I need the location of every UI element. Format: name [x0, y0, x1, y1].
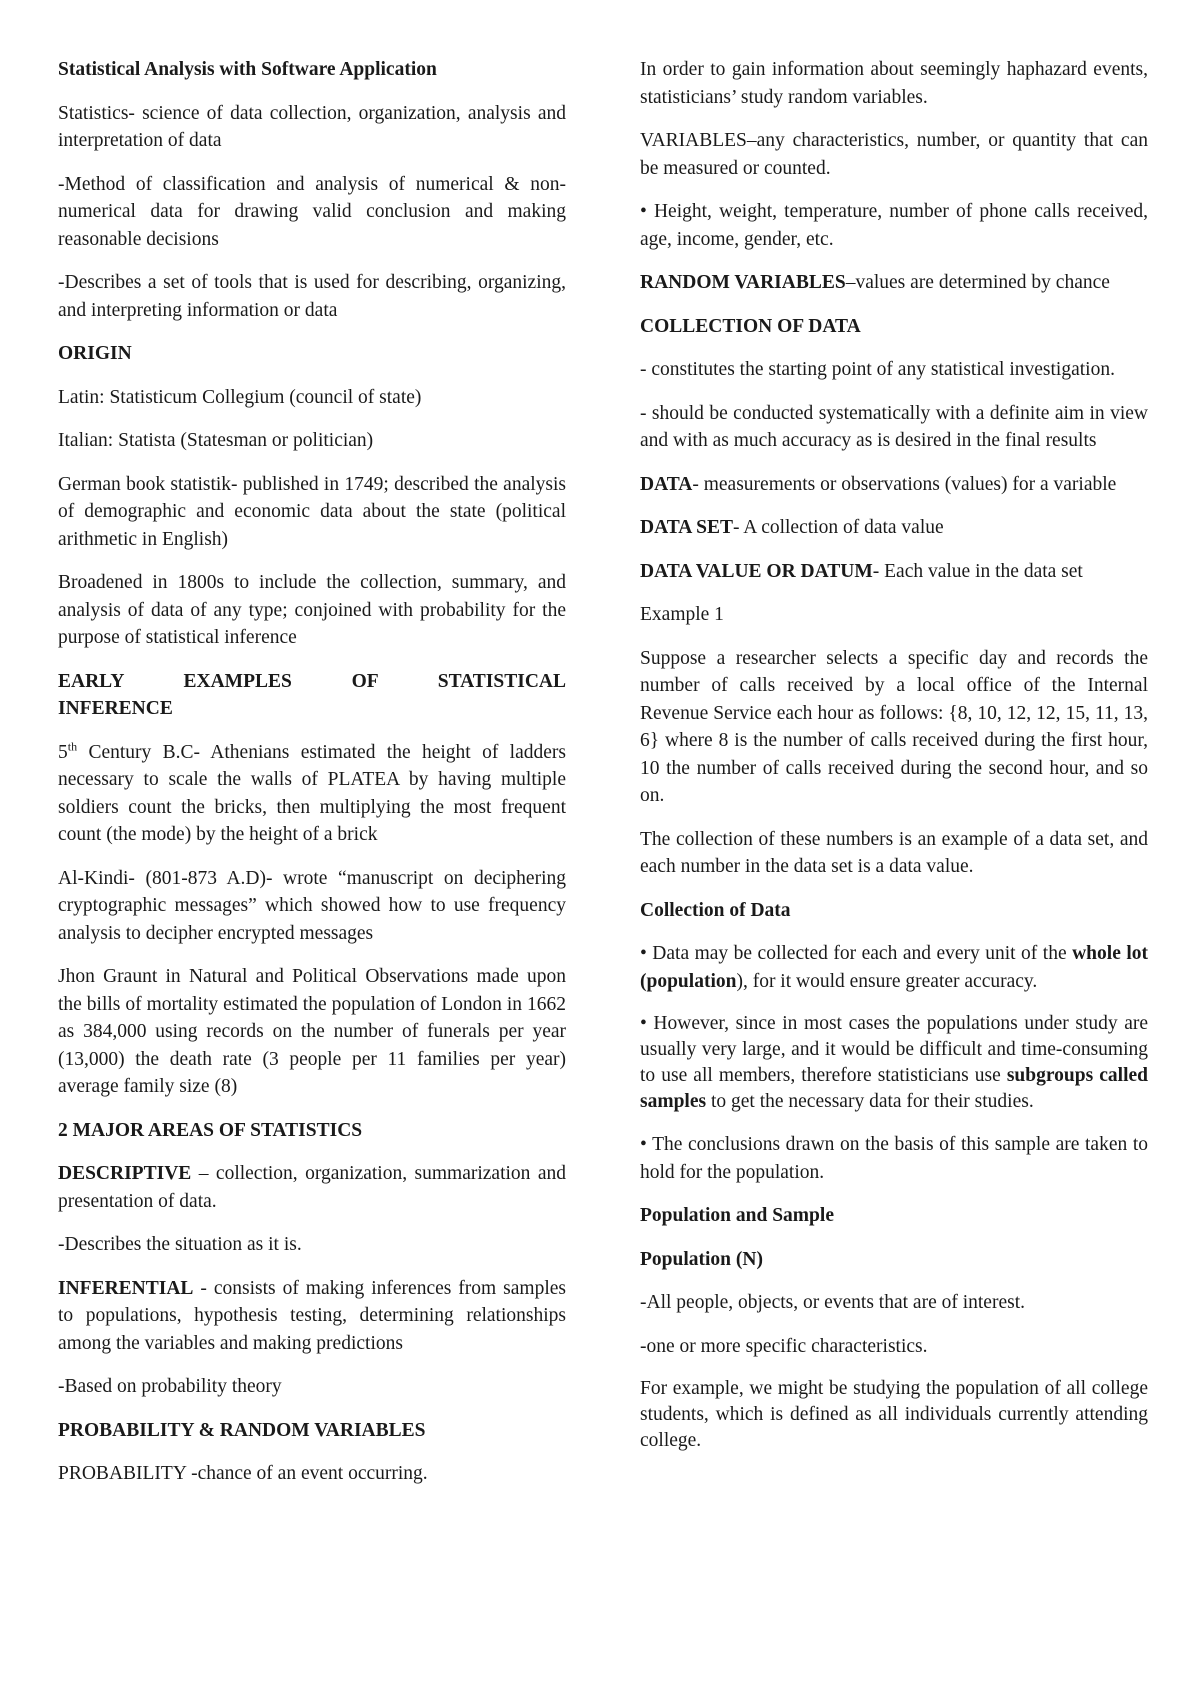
collection-heading: COLLECTION OF DATA: [640, 315, 861, 337]
datum-definition: [640, 558, 1148, 586]
inferential-term: INFERENTIAL: [58, 1277, 194, 1299]
collection-point-2: - should be conducted systematically with a definite aim in view and with as much accuracy as is desired in the final results: [640, 402, 1148, 451]
inferential-definition: [58, 1275, 566, 1358]
collection-point-1: - constitutes the starting point of any statistical investigation.: [640, 359, 1115, 380]
right-column: [640, 56, 1148, 1470]
bullet2-bold: subgroups called samples: [640, 1065, 1148, 1112]
example-conclusion: The collection of these numbers is an example of a data set, and each number in the data set is a data value.: [640, 828, 1148, 877]
early-alkindi: Al-Kindi- (801-873 A.D)- wrote “manuscript on deciphering cryptographic messages” which showed how to use frequency analysis to decipher encrypted messages: [58, 867, 566, 944]
early-athenians: [58, 739, 566, 849]
random-variables-definition: [640, 269, 1148, 297]
bullet-conclusions: • The conclusions drawn on the basis of this sample are taken to hold for the population.: [640, 1134, 1148, 1183]
population-heading: Population (N): [640, 1248, 763, 1270]
bullet1-pre: • Data may be collected for each and every unit of the: [640, 943, 1073, 964]
example-text: Suppose a researcher selects a specific day and records the number of calls received by a local office of the Internal Revenue Service each hour as follows: {8, 10, 12, 12, 15, 11, 13, 6} where 8 is the number of calls received during the first hour, 10 the number of calls received during the second hour, and so on.: [640, 647, 1148, 806]
descriptive-term: DESCRIPTIVE: [58, 1163, 192, 1184]
athenians-century-number: 5: [58, 741, 68, 763]
early-examples-heading: [58, 668, 566, 723]
data-text: - measurements or observations (values) for a variable: [692, 473, 1117, 495]
random-variables-text: –values are determined by chance: [845, 272, 1110, 293]
origin-heading: ORIGIN: [58, 343, 132, 364]
datum-term: DATA VALUE OR DATUM: [640, 560, 873, 582]
descriptive-text: – collection, organization, summarization and presentation of data.: [58, 1163, 566, 1212]
data-set-text: - A collection of data value: [733, 517, 944, 538]
population-example: For example, we might be studying the population of all college students, which is defined as all individuals currently attending college.: [640, 1378, 1148, 1451]
descriptive-definition: [58, 1160, 566, 1215]
early-graunt: Jhon Graunt in Natural and Political Observations made upon the bills of mortality estimated the population of London in 1662 as 384,000 using records on the number of funerals per year (13,000) the death rate (3 people per 11 families per year) average family size (8): [58, 966, 566, 1097]
inferential-note: -Based on probability theory: [58, 1376, 282, 1397]
bullet1-post: ), for it would ensure greater accuracy.: [736, 970, 1038, 992]
probability-definition: PROBABILITY -chance of an event occurring.: [58, 1463, 428, 1484]
definition-tools: -Describes a set of tools that is used for describing, organizing, and interpreting information or data: [58, 272, 566, 321]
collection-of-data-heading: Collection of Data: [640, 899, 791, 921]
random-variables-term: RANDOM VARIABLES: [640, 272, 846, 293]
variables-definition: VARIABLES–any characteristics, number, or quantity that can be measured or counted.: [640, 130, 1148, 179]
bullet1-bold: whole lot (population: [640, 943, 1148, 992]
bullet2-pre: • However, since in most cases the populations under study are usually very large, and it would be difficult and time-consuming to use all members, therefore statisticians use: [640, 1013, 1148, 1086]
document-title: Statistical Analysis with Software Application: [58, 59, 437, 80]
datum-text: - Each value in the data set: [872, 560, 1083, 582]
definition-method: -Method of classification and analysis of numerical & non-numerical data for drawing valid conclusion and making reasonable decisions: [58, 173, 566, 250]
probability-heading: PROBABILITY & RANDOM VARIABLES: [58, 1419, 426, 1441]
definition-statistics: Statistics- science of data collection, organization, analysis and interpretation of data: [58, 102, 566, 151]
origin-german: German book statistik- published in 1749; described the analysis of demographic and economic data about the state (political arithmetic in English): [58, 473, 566, 550]
descriptive-note: -Describes the situation as it is.: [58, 1234, 302, 1255]
data-set-term: DATA SET: [640, 517, 734, 538]
athenians-century-suffix: th: [67, 739, 78, 753]
inferential-text: - consists of making inferences from samples to populations, hypothesis testing, determining relationships among the variables and making predictions: [58, 1277, 566, 1354]
population-sample-heading: Population and Sample: [640, 1205, 834, 1226]
bullet2-post: to get the necessary data for their studies.: [706, 1091, 1034, 1112]
left-column: [58, 56, 566, 1504]
random-variables-intro: In order to gain information about seemingly haphazard events, statisticians’ study random variables.: [640, 59, 1148, 108]
data-term: DATA: [640, 473, 693, 495]
example-label: Example 1: [640, 604, 724, 625]
origin-italian: Italian: Statista (Statesman or politician): [58, 430, 374, 451]
athenians-text: Century B.C- Athenians estimated the height of ladders necessary to scale the walls of PLATEA by having multiple soldiers count the bricks, then multiplying the most frequent count (the mode) by the height of a brick: [58, 741, 566, 845]
bullet-samples: [640, 1011, 1148, 1115]
early-heading-line1: EARLY EXAMPLES OF STATISTICAL: [58, 670, 566, 692]
early-heading-line2: INFERENCE: [58, 698, 173, 719]
population-definition-1: -All people, objects, or events that are of interest.: [640, 1292, 1025, 1313]
major-areas-heading: 2 MAJOR AREAS OF STATISTICS: [58, 1119, 363, 1141]
population-definition-2: -one or more specific characteristics.: [640, 1335, 928, 1357]
bullet-population: [640, 940, 1148, 995]
data-set-definition: [640, 514, 1148, 542]
origin-latin: Latin: Statisticum Collegium (council of state): [58, 386, 422, 408]
data-definition: [640, 471, 1148, 499]
origin-broadened: Broadened in 1800s to include the collection, summary, and analysis of data of any type; conjoined with probability for the purpose of statistical inference: [58, 572, 566, 648]
variables-examples: • Height, weight, temperature, number of phone calls received, age, income, gender, etc.: [640, 201, 1148, 250]
